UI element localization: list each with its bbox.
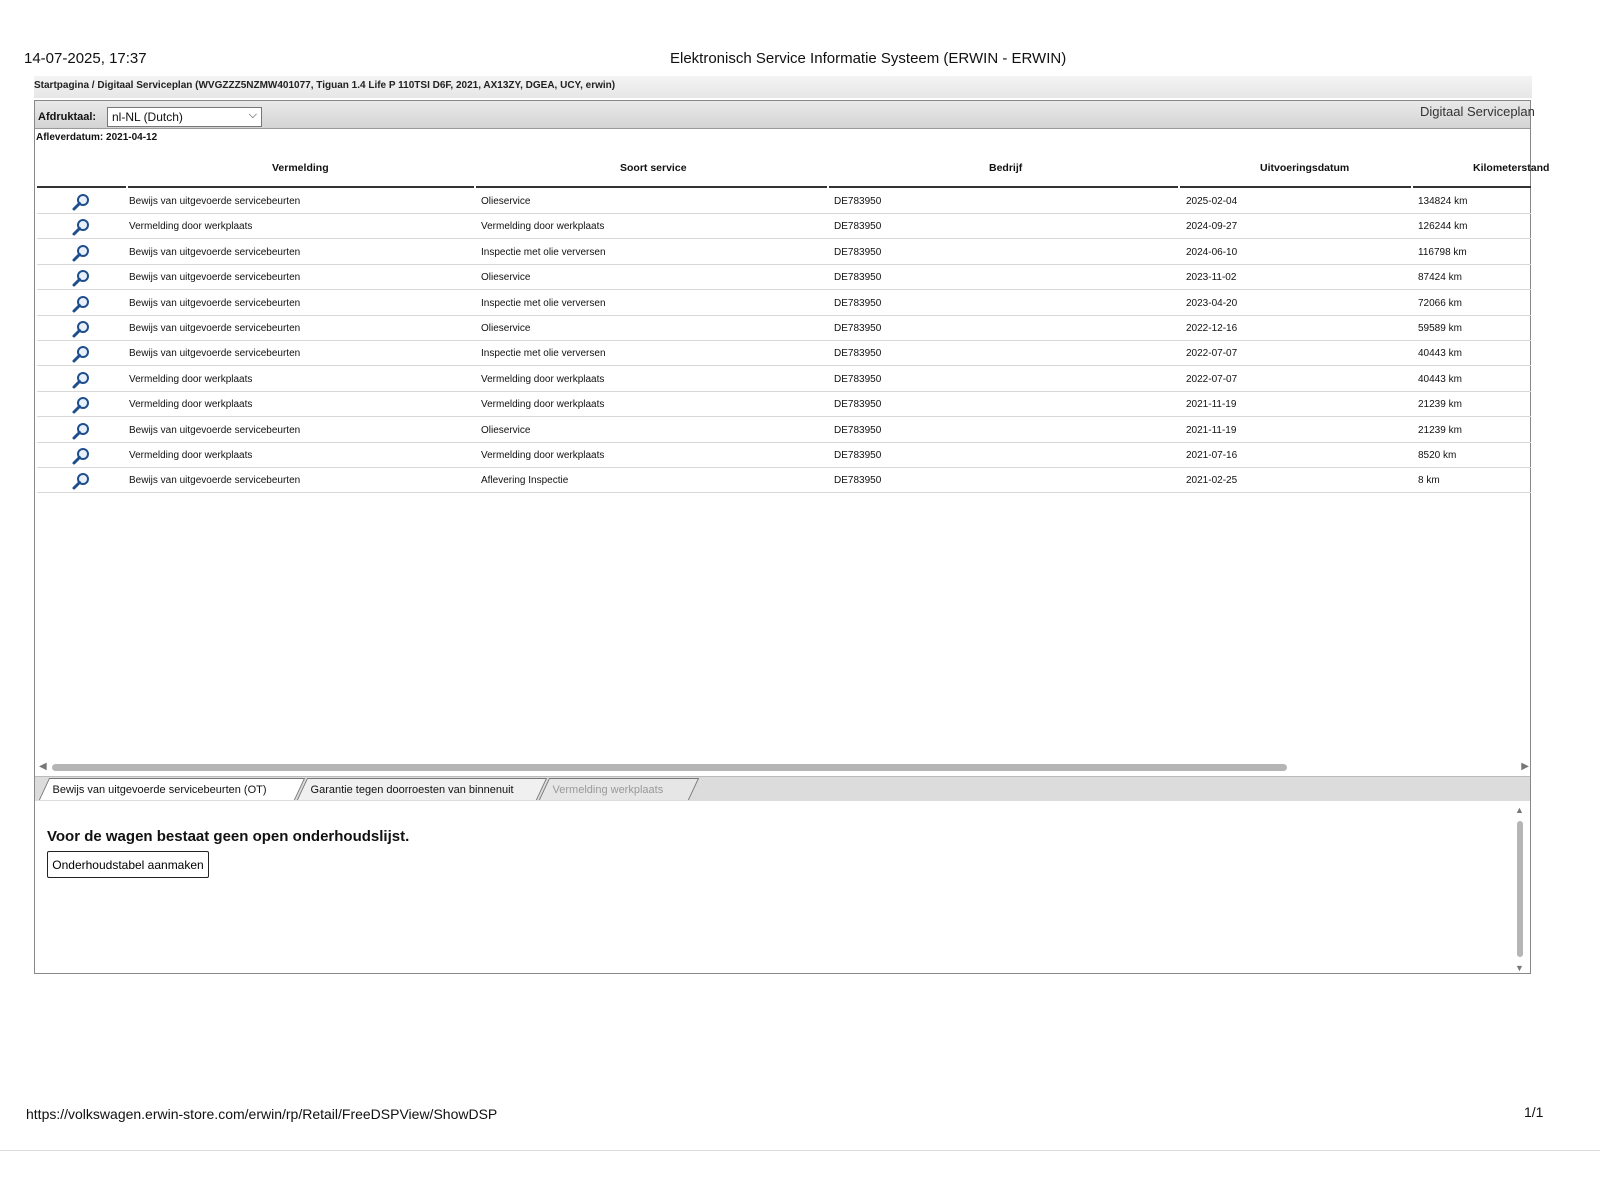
table-cell: Vermelding door werkplaats bbox=[481, 399, 605, 411]
horizontal-scroll-thumb[interactable] bbox=[52, 764, 1287, 771]
magnifier-icon[interactable] bbox=[72, 345, 90, 363]
table-cell: 2025-02-04 bbox=[1186, 196, 1238, 207]
column-header-uitvoeringsdatum[interactable]: Uitvoeringsdatum bbox=[1260, 162, 1350, 174]
table-cell: Vermelding door werkplaats bbox=[481, 221, 605, 233]
table-cell: 87424 km bbox=[1418, 272, 1462, 284]
magnifier-icon[interactable] bbox=[72, 269, 90, 287]
table-cell: Bewijs van uitgevoerde servicebeurten bbox=[129, 475, 301, 487]
table-cell: 2024-09-27 bbox=[1186, 221, 1238, 233]
magnifier-icon[interactable] bbox=[72, 320, 90, 338]
table-cell: 2023-11-02 bbox=[1186, 272, 1237, 284]
magnifier-icon[interactable] bbox=[72, 371, 90, 389]
table-cell: Vermelding door werkplaats bbox=[129, 373, 253, 385]
tab-label: Vermelding werkplaats bbox=[552, 784, 664, 796]
table-cell: Bewijs van uitgevoerde servicebeurten bbox=[129, 424, 301, 436]
tab-label: Garantie tegen doorroesten van binnenuit bbox=[310, 784, 514, 796]
language-select[interactable] bbox=[107, 107, 262, 127]
column-header-soort-service[interactable]: Soort service bbox=[620, 162, 687, 174]
scroll-down-icon[interactable]: ▼ bbox=[1515, 963, 1524, 973]
scroll-up-icon[interactable]: ▲ bbox=[1515, 805, 1524, 815]
page-heading: Digitaal Serviceplan bbox=[1420, 104, 1535, 119]
table-cell: Olieservice bbox=[481, 196, 531, 207]
table-cell: 59589 km bbox=[1418, 323, 1462, 334]
column-header-bedrijf[interactable]: Bedrijf bbox=[989, 162, 1023, 174]
magnifier-icon[interactable] bbox=[72, 218, 90, 236]
table-cell: DE783950 bbox=[834, 196, 882, 207]
table-row bbox=[37, 315, 1531, 341]
column-header-kilometerstand[interactable]: Kilometerstand bbox=[1473, 162, 1550, 174]
vertical-scroll-thumb[interactable] bbox=[1517, 821, 1523, 957]
table-cell: Inspectie met olie verversen bbox=[481, 348, 606, 360]
table-cell: Olieservice bbox=[481, 272, 531, 284]
table-row bbox=[37, 264, 1531, 290]
language-label: Afdruktaal: bbox=[38, 111, 97, 123]
table-row bbox=[37, 239, 1531, 265]
table-cell: 2021-07-16 bbox=[1186, 450, 1238, 461]
breadcrumb[interactable]: Startpagina / Digitaal Serviceplan (WVGZZZ5NZMW401077, Tiguan 1.4 Life P 110TSI D6F, 2021, AX13ZY, DGEA, UCY, erwin) bbox=[34, 80, 616, 91]
horizontal-scrollbar[interactable] bbox=[37, 761, 1531, 775]
print-title: Elektronisch Service Informatie Systeem (ERWIN - ERWIN) bbox=[670, 50, 1067, 67]
maintenance-notice: Voor de wagen bestaat geen open onderhoudslijst. bbox=[47, 828, 410, 845]
table-cell: 40443 km bbox=[1418, 348, 1462, 360]
table-cell: DE783950 bbox=[834, 272, 882, 284]
table-cell: 126244 km bbox=[1418, 221, 1468, 233]
table-row bbox=[37, 213, 1531, 239]
chevron-down-icon: ⌵ bbox=[248, 109, 257, 121]
table-cell: Vermelding door werkplaats bbox=[481, 450, 605, 461]
table-row bbox=[37, 366, 1531, 392]
table-row bbox=[37, 417, 1531, 443]
table-cell: 2021-02-25 bbox=[1186, 475, 1238, 487]
delivery-date: Afleverdatum: 2021-04-12 bbox=[36, 132, 158, 143]
column-header-vermelding[interactable]: Vermelding bbox=[272, 162, 329, 174]
language-select-value: nl-NL (Dutch) bbox=[112, 110, 183, 124]
vertical-scrollbar[interactable] bbox=[1513, 805, 1527, 973]
table-cell: Bewijs van uitgevoerde servicebeurten bbox=[129, 323, 301, 334]
page-count: 1/1 bbox=[1524, 1104, 1544, 1120]
table-cell: DE783950 bbox=[834, 373, 882, 385]
table-cell: 2021-11-19 bbox=[1186, 424, 1237, 436]
table-row bbox=[37, 442, 1531, 468]
table-cell: 2023-04-20 bbox=[1186, 297, 1238, 309]
table-cell: 134824 km bbox=[1418, 196, 1468, 207]
table-cell: Inspectie met olie verversen bbox=[481, 246, 606, 258]
magnifier-icon[interactable] bbox=[72, 422, 90, 440]
magnifier-icon[interactable] bbox=[72, 396, 90, 414]
table-cell: Bewijs van uitgevoerde servicebeurten bbox=[129, 196, 301, 207]
table-cell: DE783950 bbox=[834, 475, 882, 487]
table-cell: DE783950 bbox=[834, 221, 882, 233]
tab-label: Bewijs van uitgevoerde servicebeurten (OT) bbox=[52, 784, 267, 796]
scroll-left-icon[interactable]: ◀ bbox=[39, 761, 47, 772]
table-header bbox=[37, 148, 1550, 188]
table-cell: 72066 km bbox=[1418, 297, 1462, 309]
table-cell: 2024-06-10 bbox=[1186, 246, 1238, 258]
table-cell: 116798 km bbox=[1418, 246, 1467, 258]
magnifier-icon[interactable] bbox=[72, 472, 90, 490]
table-row bbox=[37, 391, 1531, 417]
scroll-right-icon[interactable]: ▶ bbox=[1521, 761, 1529, 772]
table-cell: 21239 km bbox=[1418, 424, 1462, 436]
table-cell: Olieservice bbox=[481, 424, 531, 436]
table-cell: Aflevering Inspectie bbox=[481, 475, 569, 487]
tab-service-proof[interactable] bbox=[39, 778, 305, 800]
table-cell: DE783950 bbox=[834, 450, 882, 461]
table-cell: Bewijs van uitgevoerde servicebeurten bbox=[129, 297, 301, 309]
table-cell: DE783950 bbox=[834, 323, 882, 334]
table-cell: Vermelding door werkplaats bbox=[481, 373, 605, 385]
table-cell: Olieservice bbox=[481, 323, 531, 334]
table-cell: 8 km bbox=[1418, 475, 1440, 487]
tab-workshop-note[interactable] bbox=[539, 778, 699, 800]
table-row bbox=[37, 188, 1531, 214]
table-cell: Vermelding door werkplaats bbox=[129, 221, 253, 233]
table-cell: 8520 km bbox=[1418, 450, 1457, 461]
table-cell: DE783950 bbox=[834, 297, 882, 309]
table-cell: 21239 km bbox=[1418, 399, 1462, 411]
table-cell: Vermelding door werkplaats bbox=[129, 399, 253, 411]
table-cell: 2021-11-19 bbox=[1186, 399, 1237, 411]
magnifier-icon[interactable] bbox=[72, 447, 90, 465]
create-maintenance-table-button[interactable]: Onderhoudstabel aanmaken bbox=[47, 851, 209, 878]
table-cell: Bewijs van uitgevoerde servicebeurten bbox=[129, 348, 301, 360]
table-cell: Bewijs van uitgevoerde servicebeurten bbox=[129, 272, 301, 284]
bottom-divider bbox=[0, 1150, 1600, 1151]
magnifier-icon[interactable] bbox=[72, 295, 90, 313]
table-row bbox=[37, 340, 1531, 366]
table-row bbox=[37, 467, 1531, 493]
table-cell: Inspectie met olie verversen bbox=[481, 297, 606, 309]
table-cell: Bewijs van uitgevoerde servicebeurten bbox=[129, 246, 301, 258]
table-cell: Vermelding door werkplaats bbox=[129, 450, 253, 461]
table-cell: DE783950 bbox=[834, 424, 882, 436]
tab-rust-warranty[interactable] bbox=[297, 778, 547, 800]
footer-url: https://volkswagen.erwin-store.com/erwin/rp/Retail/FreeDSPView/ShowDSP bbox=[26, 1106, 498, 1122]
table-cell: 40443 km bbox=[1418, 373, 1462, 385]
table-cell: 2022-07-07 bbox=[1186, 348, 1238, 360]
table-cell: DE783950 bbox=[834, 246, 882, 258]
print-datetime: 14-07-2025, 17:37 bbox=[24, 50, 147, 67]
table-cell: 2022-12-16 bbox=[1186, 323, 1238, 334]
table-cell: 2022-07-07 bbox=[1186, 373, 1238, 385]
magnifier-icon[interactable] bbox=[72, 193, 90, 211]
table-cell: DE783950 bbox=[834, 399, 882, 411]
table-row bbox=[37, 290, 1531, 316]
magnifier-icon[interactable] bbox=[72, 244, 90, 262]
table-cell: DE783950 bbox=[834, 348, 882, 360]
